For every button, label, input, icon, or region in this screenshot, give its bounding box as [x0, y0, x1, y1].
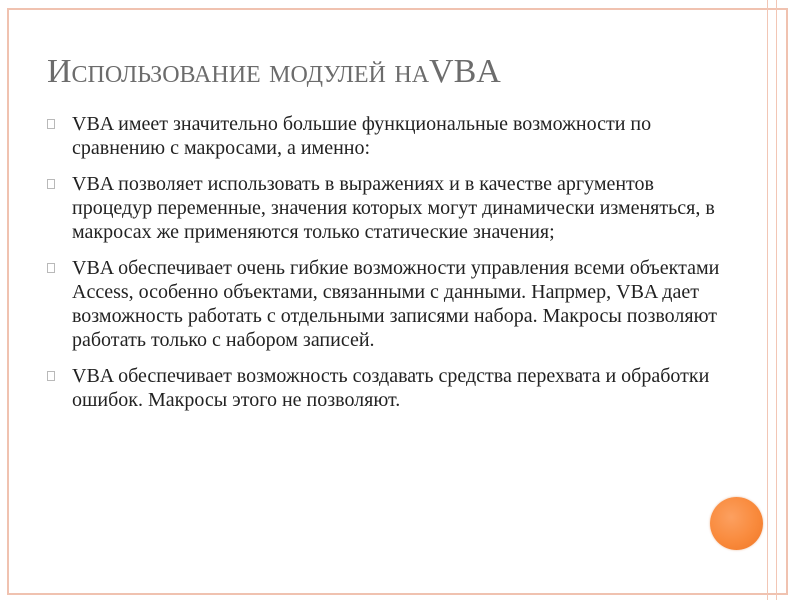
- bullet-square-icon: [47, 179, 55, 189]
- bullet-item: [47, 172, 727, 244]
- bullet-list: [47, 112, 727, 424]
- orange-circle-icon: [710, 497, 763, 550]
- slide-title: Использование модулей наVBA: [47, 53, 501, 90]
- bullet-square-icon: [47, 371, 55, 381]
- bullet-text: VBA имеет значительно большие функциональные возможности по сравнению с макросами, а именно:: [72, 113, 652, 159]
- bullet-item: [47, 364, 727, 412]
- bullet-item: [47, 256, 727, 352]
- bullet-text: VBA обеспечивает очень гибкие возможности управления всеми объектами Access, особенно объектами, связанными с данными. Напрмер, VBA дает возможность работать с отдельными записями набора. Макросы позволяют работать только с набором записей.: [72, 257, 720, 351]
- bullet-text: VBA обеспечивает возможность создавать средства перехвата и обработки ошибок. Макросы этого не позволяют.: [72, 365, 710, 411]
- bullet-item: [47, 112, 727, 160]
- bullet-square-icon: [47, 263, 55, 273]
- bullet-text: VBA позволяет использовать в выражениях и в качестве аргументов процедур переменные, значения которых могут динамически изменяться, в макросах же применяются только статические значения;: [72, 173, 715, 243]
- decorative-side-band: [767, 0, 777, 600]
- bullet-square-icon: [47, 119, 55, 129]
